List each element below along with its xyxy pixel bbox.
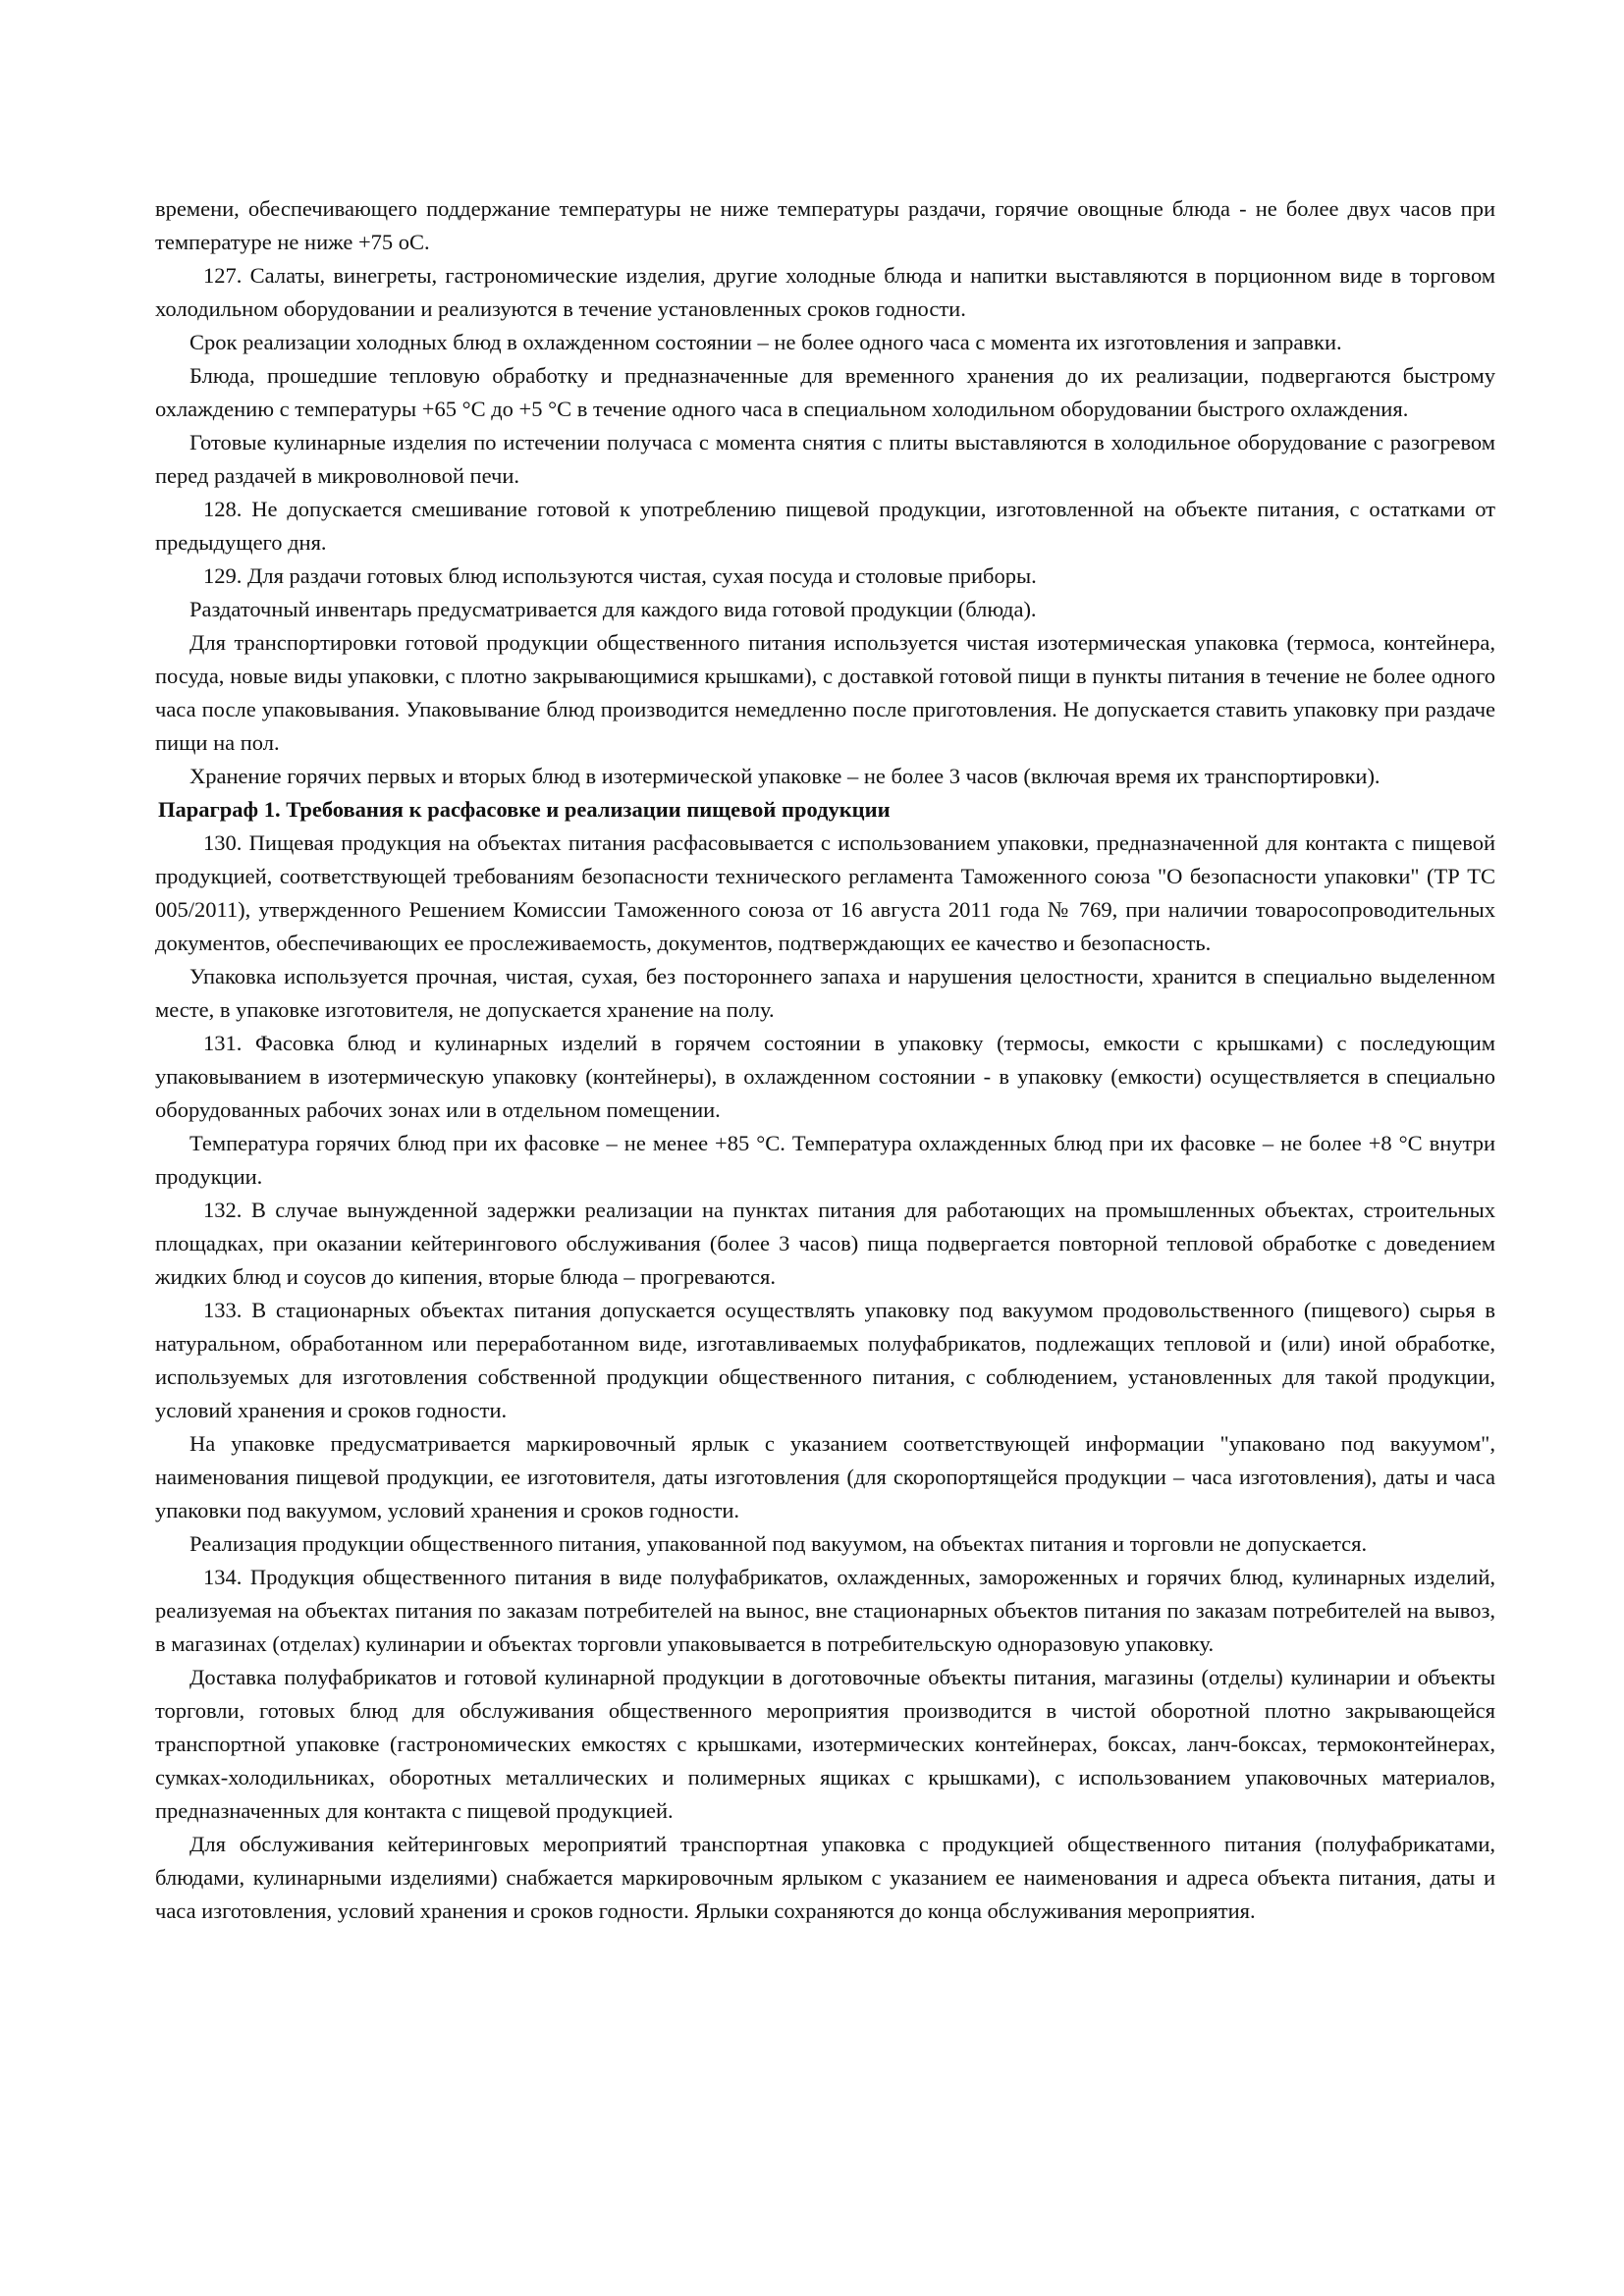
paragraph-catering-labels: Для обслуживания кейтеринговых мероприятий транспортная упаковка с продукцией общественного питания (полуфабрикатами, блюдами, кулинарными изделиями) снабжается маркировочным ярлыком с указанием ее наименования и адреса объекта питания, даты и часа изготовления, условий хранения и сроков годности. Ярлыки сохраняются до конца обслуживания мероприятия.	[155, 1832, 1495, 1923]
paragraph-128: 128. Не допускается смешивание готовой к употреблению пищевой продукции, изготовленной на объекте питания, с остатками от предыдущего дня.	[155, 497, 1495, 555]
paragraph-transportation: Для транспортировки готовой продукции общественного питания используется чистая изотермическая упаковка (термоса, контейнера, посуда, новые виды упаковки, с плотно закрывающимися крышками), с доставкой готовой пищи в пункты питания в течение не более одного часа после упаковывания. Упаковывание блюд производится немедленно после приготовления. Не допускается ставить упаковку при раздаче пищи на пол.	[155, 630, 1495, 755]
paragraph-ready-products: Готовые кулинарные изделия по истечении получаса с момента снятия с плиты выставляются в холодильное оборудование с разогревом перед раздачей в микроволновой печи.	[155, 430, 1495, 488]
paragraph-rapid-cooling: Блюда, прошедшие тепловую обработку и предназначенные для временного хранения до их реализации, подвергаются быстрому охлаждению с температуры +65 °С до +5 °С в течение одного часа в специальном холодильном оборудовании быстрого охлаждения.	[155, 363, 1495, 421]
paragraph-130: 130. Пищевая продукция на объектах питания расфасовывается с использованием упаковки, предназначенной для контакта с пищевой продукцией, соответствующей требованиям безопасности технического регламента Таможенного союза "О безопасности упаковки" (ТР ТС 005/2011), утвержденного Решением Комиссии Таможенного союза от 16 августа 2011 года № 769, при наличии товаросопроводительных документов, обеспечивающих ее прослеживаемость, документов, подтверждающих ее качество и безопасность.	[155, 830, 1495, 955]
paragraph-vacuum-label: На упаковке предусматривается маркировочный ярлык с указанием соответствующей информации "упаковано под вакуумом", наименования пищевой продукции, ее изготовителя, даты изготовления (для скоропортящейся продукции – часа изготовления), даты и часа упаковки под вакуумом, условий хранения и сроков годности.	[155, 1431, 1495, 1522]
document-page	[155, 192, 1495, 1928]
paragraph-hot-dishes-storage: Хранение горячих первых и вторых блюд в изотермической упаковке – не более 3 часов (включая время их транспортировки).	[189, 764, 1380, 788]
paragraph-134: 134. Продукция общественного питания в виде полуфабрикатов, охлажденных, замороженных и горячих блюд, кулинарных изделий, реализуемая на объектах питания по заказам потребителей на вынос, вне стационарных объектов питания по заказам потребителей на вывоз, в магазинах (отделах) кулинарии и объектах торговли упаковывается в потребительскую одноразовую упаковку.	[155, 1565, 1495, 1656]
paragraph-packaging-requirements: Упаковка используется прочная, чистая, сухая, без постороннего запаха и нарушения целостности, хранится в специально выделенном месте, в упаковке изготовителя, не допускается хранение на полу.	[155, 964, 1495, 1022]
paragraph-serving-inventory: Раздаточный инвентарь предусматривается для каждого вида готовой продукции (блюда).	[189, 597, 1037, 621]
paragraph-127: 127. Салаты, винегреты, гастрономические изделия, другие холодные блюда и напитки выставляются в порционном виде в торговом холодильном оборудовании и реализуются в течение установленных сроков годности.	[155, 263, 1495, 321]
paragraph-133: 133. В стационарных объектах питания допускается осуществлять упаковку под вакуумом продовольственного (пищевого) сырья в натуральном, обработанном или переработанном виде, изготавливаемых полуфабрикатов, подлежащих тепловой и (или) иной обработке, используемых для изготовления собственной продукции общественного питания, с соблюдением, установленных для такой продукции, условий хранения и сроков годности.	[155, 1298, 1495, 1422]
paragraph-132: 132. В случае вынужденной задержки реализации на пунктах питания для работающих на промышленных объектах, строительных площадках, при оказании кейтерингового обслуживания (более 3 часов) пища подвергается повторной тепловой обработке с доведением жидких блюд и соусов до кипения, вторые блюда – прогреваются.	[155, 1198, 1495, 1289]
paragraph-vacuum-sale: Реализация продукции общественного питания, упакованной под вакуумом, на объектах питания и торговли не допускается.	[189, 1531, 1368, 1556]
paragraph-131: 131. Фасовка блюд и кулинарных изделий в горячем состоянии в упаковку (термосы, емкости с крышками) с последующим упаковыванием в изотермическую упаковку (контейнеры), в охлажденном состоянии - в упаковку (емкости) осуществляется в специально оборудованных рабочих зонах или в отдельном помещении.	[155, 1031, 1495, 1122]
section-heading: Параграф 1. Требования к расфасовке и реализации пищевой продукции	[158, 797, 891, 822]
paragraph-packing-temperature: Температура горячих блюд при их фасовке – не менее +85 °С. Температура охлажденных блюд при их фасовке – не более +8 °С внутри продукции.	[155, 1131, 1495, 1189]
paragraph-cold-dishes-term: Срок реализации холодных блюд в охлажденном состоянии – не более одного часа с момента их изготовления и заправки.	[189, 330, 1342, 354]
paragraph-129: 129. Для раздачи готовых блюд используются чистая, сухая посуда и столовые приборы.	[203, 563, 1037, 588]
paragraph-delivery: Доставка полуфабрикатов и готовой кулинарной продукции в доготовочные объекты питания, магазины (отделы) кулинарии и объекты торговли, готовых блюд для обслуживания общественного мероприятия производится в чистой оборотной плотно закрывающейся транспортной упаковке (гастрономических емкостях с крышками, изотермических контейнерах, боксах, ланч-боксах, термоконтейнерах, сумках-холодильниках, оборотных металлических и полимерных ящиках с крышками), с использованием упаковочных материалов, предназначенных для контакта с пищевой продукцией.	[155, 1665, 1495, 1823]
paragraph-continuation: времени, обеспечивающего поддержание температуры не ниже температуры раздачи, горячие овощные блюда - не более двух часов при температуре не ниже +75 оС.	[155, 196, 1495, 254]
